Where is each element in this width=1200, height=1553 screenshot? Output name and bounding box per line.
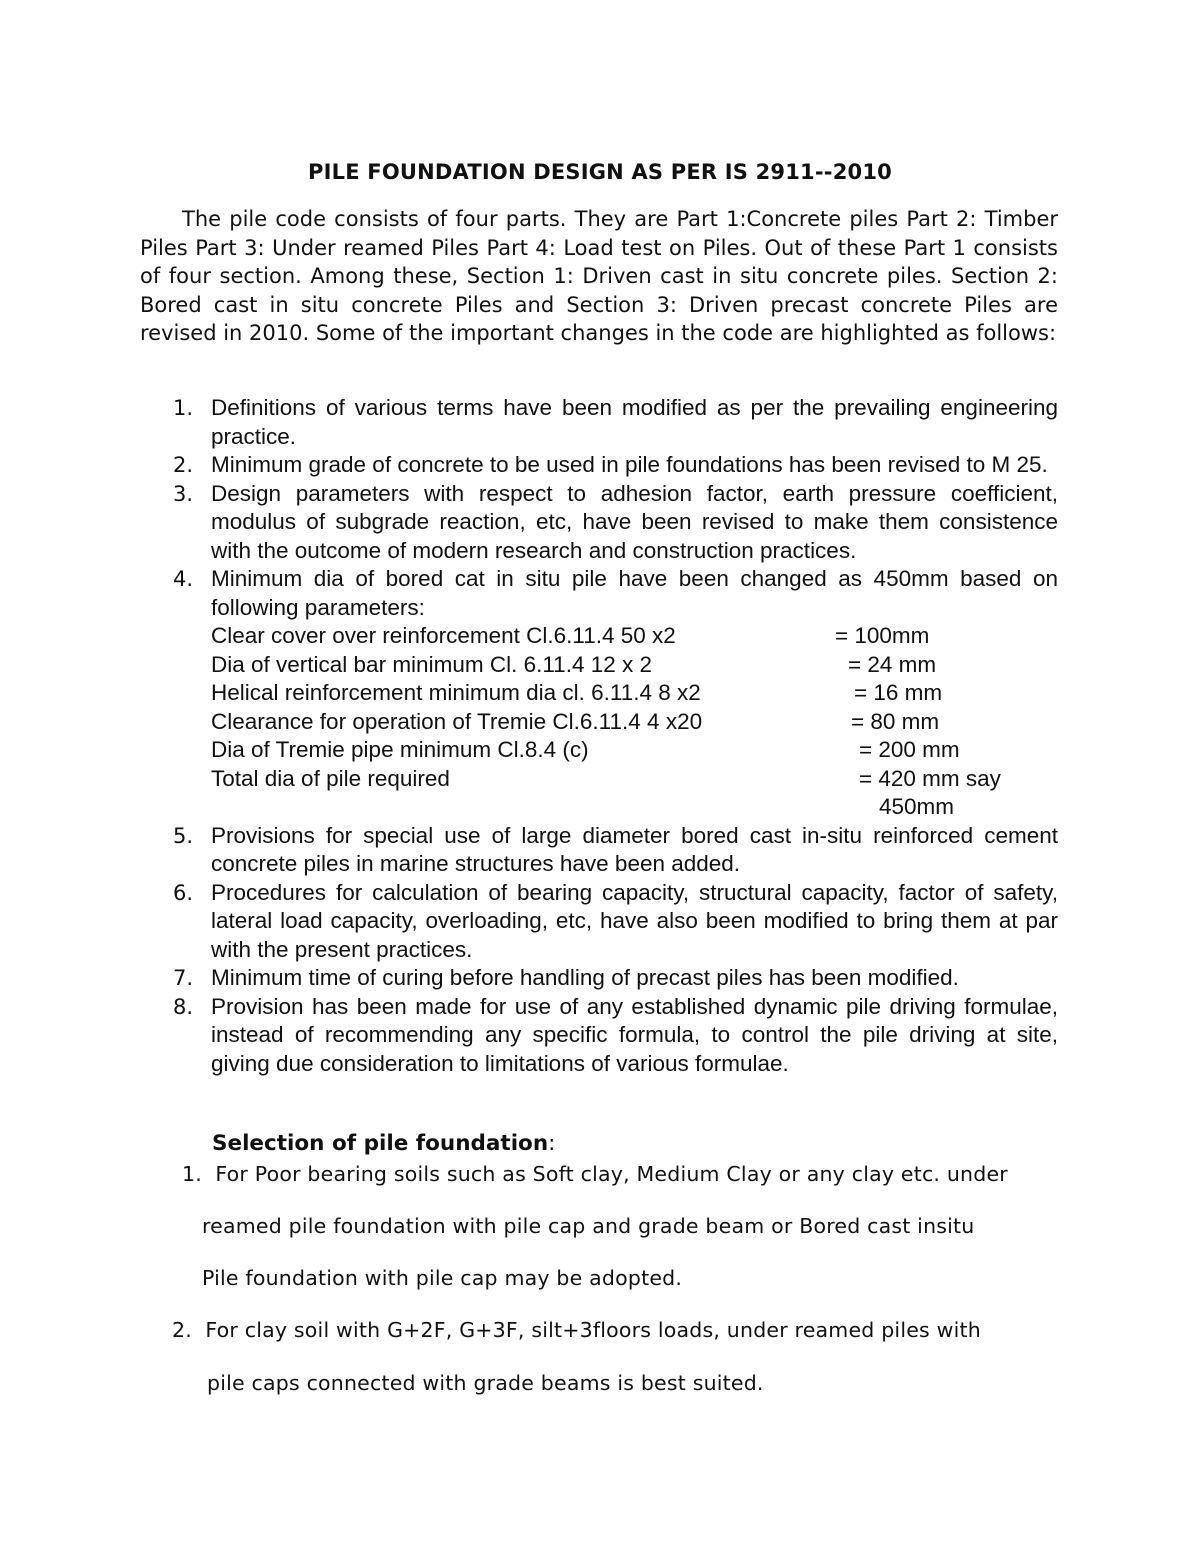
- list-item: [140, 822, 1058, 879]
- list-item: [140, 565, 1058, 822]
- list-item: [140, 993, 1058, 1079]
- list-item: [140, 451, 1058, 480]
- selection-heading: [212, 1131, 555, 1156]
- parameter-row: [211, 736, 1058, 765]
- parameter-row: [211, 622, 1058, 651]
- selection-heading-text: Selection of pile foundation: [212, 1131, 549, 1156]
- parameter-value: = 80 mm: [851, 708, 940, 734]
- parameter-label: Total dia of pile required: [211, 765, 450, 791]
- list-number: 8.: [173, 994, 194, 1019]
- list-text: Minimum dia of bored cat in situ pile have been changed as 450mm based on following parameters:: [211, 566, 1058, 620]
- parameter-label: Helical reinforcement minimum dia cl. 6.11.4 8 x2: [211, 680, 701, 705]
- selection-line: [172, 1318, 981, 1342]
- parameter-label: Clear cover over reinforcement Cl.6.11.4 50 x2: [211, 623, 676, 648]
- parameter-value: = 200 mm: [859, 737, 960, 762]
- intro-paragraph: [140, 205, 1058, 348]
- parameter-value: = 420 mm say: [859, 765, 1001, 791]
- parameter-value: = 16 mm: [854, 680, 943, 705]
- list-item: [140, 394, 1058, 451]
- list-number: 4.: [173, 567, 194, 591]
- parameter-value: = 100mm: [835, 623, 930, 648]
- list-text: Procedures for calculation of bearing capacity, structural capacity, factor of safety, lateral load capacity, overloading, etc, have also been modified to bring them at par with the present practices.: [211, 879, 1058, 962]
- parameter-label: Dia of Tremie pipe minimum Cl.8.4 (c): [211, 737, 589, 762]
- list-text: Provision has been made for use of any established dynamic pile driving formulae, instead of recommending any specific formula, to control the pile driving at site, giving due consideration to limitations of various formulae.: [211, 993, 1058, 1076]
- intro-text: The pile code consists of four parts. They are Part 1:Concrete piles Part 2: Timber Piles Part 3: Under reamed Piles Part 4: Load test on Piles. Out of these Part 1 consists of four section. Among these, Section 1: Driven cast in situ concrete piles. Section 2: Bored cast in situ concrete Piles and Section 3: Driven precast concrete Piles are revised in 2010. Some of the important changes in the code are highlighted as follows:: [140, 207, 1058, 345]
- list-item: [140, 964, 1058, 993]
- parameter-row: [211, 708, 1058, 737]
- list-number: 6.: [173, 880, 194, 905]
- selection-heading-colon: :: [548, 1131, 556, 1156]
- parameter-label: Clearance for operation of Tremie Cl.6.11.4 4 x20: [211, 708, 703, 734]
- selection-line: Pile foundation with pile cap may be adopted.: [202, 1266, 683, 1290]
- parameter-row: [211, 679, 1058, 708]
- parameters-table: [211, 622, 1058, 822]
- parameter-row: [211, 765, 1058, 822]
- list-item: [140, 879, 1058, 965]
- list-item: [140, 480, 1058, 566]
- selection-number: 2.: [172, 1318, 192, 1342]
- list-number: 5.: [173, 823, 194, 848]
- list-text: Provisions for special use of large diameter bored cast in-situ reinforced cement concrete piles in marine structures have been added.: [211, 822, 1058, 876]
- list-number: 2.: [173, 453, 194, 477]
- list-text: Minimum grade of concrete to be used in pile foundations has been revised to M 25.: [211, 452, 1048, 477]
- parameter-value-extra: 450mm: [879, 794, 955, 819]
- list-text: Minimum time of curing before handling of precast piles has been modified.: [211, 965, 959, 990]
- document-title: PILE FOUNDATION DESIGN AS PER IS 2911--2010: [308, 160, 892, 184]
- selection-number: 1.: [182, 1162, 202, 1186]
- parameter-label: Dia of vertical bar minimum Cl. 6.11.4 12 x 2: [211, 651, 653, 677]
- list-number: 1.: [173, 396, 194, 420]
- parameter-row: [211, 651, 1058, 680]
- selection-line: pile caps connected with grade beams is best suited.: [207, 1371, 764, 1395]
- parameter-value: = 24 mm: [848, 651, 937, 677]
- selection-line: [182, 1162, 1008, 1186]
- changes-list: [140, 394, 1058, 1078]
- selection-line: reamed pile foundation with pile cap and grade beam or Bored cast insitu: [202, 1214, 975, 1238]
- selection-text: For Poor bearing soils such as Soft clay, Medium Clay or any clay etc. under: [215, 1162, 1008, 1186]
- list-number: 7.: [173, 966, 194, 990]
- list-text: Design parameters with respect to adhesion factor, earth pressure coefficient, modulus of subgrade reaction, etc, have been revised to make them consistence with the outcome of modern research and construction practices.: [211, 480, 1058, 563]
- selection-text: For clay soil with G+2F, G+3F, silt+3floors loads, under reamed piles with: [205, 1318, 981, 1342]
- list-number: 3.: [173, 481, 194, 506]
- list-text: Definitions of various terms have been modified as per the prevailing engineering practice.: [211, 395, 1058, 449]
